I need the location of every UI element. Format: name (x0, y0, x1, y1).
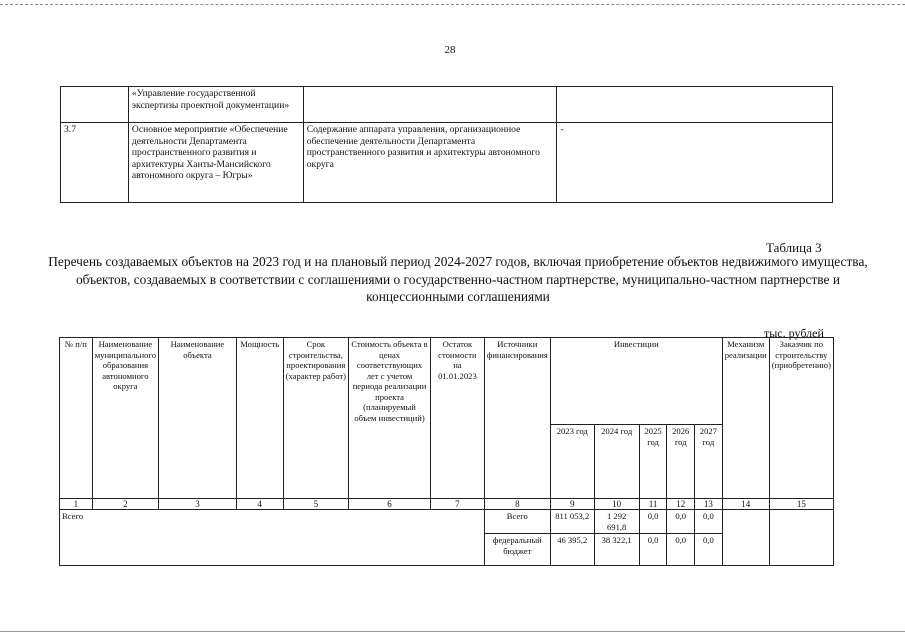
value-2026: 0,0 (667, 534, 695, 566)
activity-name: «Управление государственной экспертизы проектной документации» (128, 87, 303, 123)
continuation-table (60, 86, 833, 203)
table-title: Перечень создаваемых объектов на 2023 год и на плановый период 2024-2027 годов, включая приобретение объектов недвижимого имущества, объектов, создаваемых в соответствии с соглашениями о государственно-частном партнерстве, муниципально-частном партнерстве и концессионными соглашениями (48, 254, 868, 304)
header-num: № п/п (60, 338, 93, 499)
activity-content (303, 87, 557, 123)
header-capacity: Мощность (236, 338, 283, 499)
activity-name: Основное мероприятие «Обеспечение деятельности Департамента пространственного развития и архитектуры Ханты-Мансийского автономного округа – Югры» (128, 123, 303, 203)
column-number: 2 (92, 499, 158, 510)
column-number: 3 (159, 499, 237, 510)
customer-cell (769, 510, 833, 566)
source-cell: Всего (484, 510, 550, 534)
scan-edge-top (0, 4, 905, 5)
units-label: тыс. рублей (764, 326, 824, 340)
header-object: Наименование объекта (159, 338, 237, 499)
activity-content: Содержание аппарата управления, организационное обеспечение деятельности Департамента пространственного развития и архитектуры автономного округа (303, 123, 557, 203)
value-2025: 0,0 (639, 534, 667, 566)
column-number: 13 (695, 499, 723, 510)
header-2024: 2024 год (594, 425, 639, 499)
column-number: 8 (484, 499, 550, 510)
value-2024: 1 292 691,8 (594, 510, 639, 534)
activity-note (557, 87, 833, 123)
column-number: 5 (283, 499, 348, 510)
column-number: 9 (550, 499, 594, 510)
header-term: Срок строительства, проектирования (характер работ) (283, 338, 348, 499)
value-2023: 811 053,2 (550, 510, 594, 534)
header-municipality: Наименование муниципального образования автономного округа (92, 338, 158, 499)
header-2023: 2023 год (550, 425, 594, 499)
total-label: Всего (60, 510, 485, 566)
source-cell: федеральный бюджет (484, 534, 550, 566)
column-number: 12 (667, 499, 695, 510)
row-number (61, 87, 129, 123)
header-sources: Источники финансирования (484, 338, 550, 499)
header-row (60, 338, 834, 425)
value-2026: 0,0 (667, 510, 695, 534)
activity-note: - (557, 123, 833, 203)
value-2027: 0,0 (695, 510, 723, 534)
table-caption: Таблица 3 (766, 240, 822, 255)
header-mechanism: Механизм реализации (722, 338, 769, 499)
header-2027: 2027 год (695, 425, 723, 499)
mechanism-cell (722, 510, 769, 566)
column-number: 14 (722, 499, 769, 510)
header-investments: Инвестиции (550, 338, 722, 425)
header-cost: Стоимость объекта в ценах соответствующих лет с учетом периода реализации проекта (планируемый объем инвестиций) (349, 338, 431, 499)
value-2025: 0,0 (639, 510, 667, 534)
column-number: 4 (236, 499, 283, 510)
value-2027: 0,0 (695, 534, 723, 566)
column-number: 15 (769, 499, 833, 510)
header-2026: 2026 год (667, 425, 695, 499)
value-2023: 46 395,2 (550, 534, 594, 566)
column-number: 6 (349, 499, 431, 510)
row-number: 3.7 (61, 123, 129, 203)
scan-edge-bottom (0, 631, 905, 632)
page-number: 28 (444, 44, 456, 56)
header-balance: Остаток стоимости на 01.01.2023 (431, 338, 485, 499)
column-number: 7 (431, 499, 485, 510)
column-number: 10 (594, 499, 639, 510)
table-row (61, 123, 833, 203)
table-row (61, 87, 833, 123)
column-numbers-row (60, 499, 834, 510)
table-row (60, 510, 834, 534)
value-2024: 38 322,1 (594, 534, 639, 566)
header-customer: Заказчик по строительству (приобретению) (769, 338, 833, 499)
header-2025: 2025 год (639, 425, 667, 499)
column-number: 11 (639, 499, 667, 510)
column-number: 1 (60, 499, 93, 510)
objects-table (59, 337, 834, 566)
